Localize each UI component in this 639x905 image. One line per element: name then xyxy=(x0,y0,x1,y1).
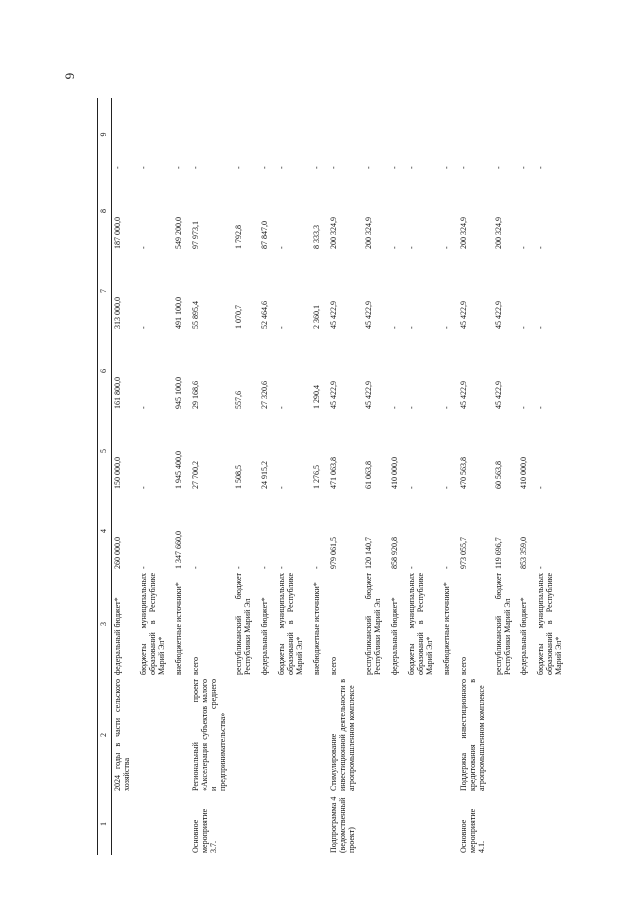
table-cell-col-6: 161 800,0 xyxy=(112,377,122,409)
table-cell-col-1 xyxy=(259,793,276,855)
table-cell-col-8: - xyxy=(441,246,451,249)
table-cell-col-8: 200 324,9 xyxy=(364,217,374,249)
table-cell-col-8: 549 200,0 xyxy=(173,217,183,249)
table-cell-col-1 xyxy=(111,793,137,855)
table-cell-col-7: - xyxy=(138,326,148,329)
table-cell-col-9: - xyxy=(519,166,529,169)
table-cell-col-4: 119 696,7 xyxy=(493,537,503,569)
table-cell-col-4: 260 000,0 xyxy=(112,537,122,569)
table-cell-col-1 xyxy=(233,793,259,855)
table-cell-col-4: - xyxy=(536,566,546,569)
table-cell-col-9: - xyxy=(406,166,416,169)
table-row xyxy=(493,98,519,855)
column-header-2: 2 xyxy=(98,677,112,793)
table-cell-col-2: Региональный проект «Акселерация субъектов малого и среднего предпринимательства» xyxy=(190,679,227,791)
table-cell-col-3: федеральный бюджет* xyxy=(389,597,399,675)
table-cell-col-3: бюджеты муниципальных образований в Республике Марий Эл* xyxy=(406,573,434,675)
table-cell-col-7: 52 464,6 xyxy=(260,301,270,329)
table-row xyxy=(311,98,328,855)
table-cell-col-6: 45 422,9 xyxy=(364,381,374,409)
column-header-9: 9 xyxy=(98,98,112,171)
table-cell-col-3: бюджеты муниципальных образований в Республике Марий Эл* xyxy=(138,573,166,675)
table-row xyxy=(111,98,137,855)
table-cell-col-4: - xyxy=(138,566,148,569)
table-cell-col-1: Основное мероприятие 3.7. xyxy=(190,808,218,853)
table-cell-col-4: 853 359,0 xyxy=(519,537,529,569)
table-cell-col-3: бюджеты муниципальных образований в Республике Марий Эл* xyxy=(277,573,305,675)
table-cell-col-5: 470 563,8 xyxy=(458,457,468,489)
table-cell-col-4: - xyxy=(441,566,451,569)
table-cell-col-3: бюджеты муниципальных образований в Республике Марий Эл* xyxy=(536,573,564,675)
column-header-1: 1 xyxy=(98,793,112,855)
budget-table-container xyxy=(97,98,564,855)
table-cell-col-5: - xyxy=(536,486,546,489)
table-cell-col-5: 1 276,5 xyxy=(312,465,322,489)
table-cell-col-5: 1 945 400,0 xyxy=(173,451,183,489)
table-cell-col-9: - xyxy=(389,166,399,169)
table-row xyxy=(363,98,389,855)
table-cell-col-7: - xyxy=(406,326,416,329)
table-cell-col-2 xyxy=(311,677,328,793)
table-cell-col-2 xyxy=(493,677,519,793)
table-row xyxy=(535,98,570,855)
table-cell-col-5: 1 508,5 xyxy=(234,465,244,489)
column-header-4: 4 xyxy=(98,491,112,571)
table-cell-col-6: - xyxy=(519,406,529,409)
table-cell-col-6: - xyxy=(138,406,148,409)
table-cell-col-4: 979 061,5 xyxy=(329,537,339,569)
table-cell-col-3: федеральный бюджет* xyxy=(260,597,270,675)
table-cell-col-5: - xyxy=(406,486,416,489)
table-cell-col-2 xyxy=(138,677,173,793)
table-row xyxy=(518,98,535,855)
table-cell-col-8: - xyxy=(519,246,529,249)
table-cell-col-2 xyxy=(535,677,570,793)
table-cell-col-5: 410 000,0 xyxy=(389,457,399,489)
table-cell-col-1 xyxy=(441,793,458,855)
table-cell-col-9: - xyxy=(112,166,122,169)
table-cell-col-7: 45 422,9 xyxy=(458,301,468,329)
column-header-3: 3 xyxy=(98,571,112,677)
table-cell-col-7: - xyxy=(536,326,546,329)
table-cell-col-4: - xyxy=(260,566,270,569)
column-header-6: 6 xyxy=(98,331,112,411)
table-cell-col-3: федеральный бюджет* xyxy=(519,597,529,675)
table-cell-col-1: Подпрограмма 4 (ведомственный проект) xyxy=(329,796,357,853)
table-cell-col-3: внебюджетные источники* xyxy=(312,582,322,675)
table-cell-col-8: - xyxy=(277,246,287,249)
table-cell-col-5: 60 563,8 xyxy=(493,461,503,489)
table-cell-col-2: Поддержка инвестиционного кредитования в агропромышленном комплексе xyxy=(458,679,486,791)
table-row xyxy=(458,98,493,855)
table-cell-col-7: 491 100,0 xyxy=(173,297,183,329)
table-cell-col-6: 1 290,4 xyxy=(312,385,322,409)
table-cell-col-4: 120 140,7 xyxy=(364,537,374,569)
table-row xyxy=(441,98,458,855)
table-cell-col-2 xyxy=(233,677,259,793)
table-cell-col-7: 313 000,0 xyxy=(112,297,122,329)
table-cell-col-7: 55 895,4 xyxy=(190,301,200,329)
table-cell-col-9: - xyxy=(312,166,322,169)
table-cell-col-1 xyxy=(493,793,519,855)
table-cell-col-8: - xyxy=(536,246,546,249)
table-cell-col-1 xyxy=(173,793,190,855)
table-cell-col-2 xyxy=(518,677,535,793)
table-cell-col-1 xyxy=(311,793,328,855)
table-cell-col-7: 1 070,7 xyxy=(234,305,244,329)
table-row xyxy=(259,98,276,855)
table-cell-col-2 xyxy=(363,677,389,793)
table-cell-col-9: - xyxy=(138,166,148,169)
budget-table xyxy=(97,98,570,855)
table-cell-col-8: - xyxy=(406,246,416,249)
table-cell-col-2 xyxy=(406,677,441,793)
table-cell-col-5: 61 063,8 xyxy=(364,461,374,489)
table-cell-col-1: Основное мероприятие 4.1. xyxy=(458,808,486,853)
table-cell-col-6: - xyxy=(441,406,451,409)
table-row xyxy=(276,98,311,855)
table-cell-col-5: 24 915,2 xyxy=(260,461,270,489)
table-row xyxy=(138,98,173,855)
table-cell-col-2 xyxy=(389,677,406,793)
table-cell-col-1 xyxy=(138,793,173,855)
table-cell-col-5: - xyxy=(441,486,451,489)
table-cell-col-8: 187 000,0 xyxy=(112,217,122,249)
table-cell-col-7: - xyxy=(519,326,529,329)
table-cell-col-8: - xyxy=(389,246,399,249)
table-cell-col-1 xyxy=(389,793,406,855)
table-cell-col-6: - xyxy=(277,406,287,409)
table-row xyxy=(233,98,259,855)
table-cell-col-9: - xyxy=(234,166,244,169)
table-cell-col-5: - xyxy=(138,486,148,489)
table-cell-col-9: - xyxy=(493,166,503,169)
table-cell-col-2 xyxy=(441,677,458,793)
table-cell-col-1 xyxy=(518,793,535,855)
table-cell-col-4: - xyxy=(234,566,244,569)
table-cell-col-7: - xyxy=(277,326,287,329)
table-cell-col-9: - xyxy=(441,166,451,169)
table-cell-col-6: - xyxy=(389,406,399,409)
table-cell-col-3: федеральный бюджет* xyxy=(112,597,122,675)
table-cell-col-3: внебюджетные источники* xyxy=(441,582,451,675)
table-header-row xyxy=(98,98,112,855)
table-cell-col-5: 471 063,8 xyxy=(329,457,339,489)
table-cell-col-3: внебюджетные источники* xyxy=(173,582,183,675)
table-cell-col-9: - xyxy=(277,166,287,169)
table-cell-col-9: - xyxy=(190,166,200,169)
table-cell-col-1 xyxy=(406,793,441,855)
table-cell-col-3: республиканский бюджет Республики Марий Эл xyxy=(234,573,253,675)
table-cell-col-4: 858 920,8 xyxy=(389,537,399,569)
table-cell-col-2 xyxy=(259,677,276,793)
table-cell-col-7: 45 422,9 xyxy=(329,301,339,329)
table-cell-col-3: республиканский бюджет Республики Марий Эл xyxy=(493,573,512,675)
table-cell-col-3: всего xyxy=(329,656,339,675)
table-cell-col-6: 557,6 xyxy=(234,391,244,409)
table-row xyxy=(190,98,234,855)
table-body xyxy=(111,98,570,855)
table-cell-col-6: 45 422,9 xyxy=(458,381,468,409)
table-cell-col-9: - xyxy=(364,166,374,169)
table-cell-col-5: 410 000,0 xyxy=(519,457,529,489)
table-cell-col-9: - xyxy=(458,166,468,169)
table-cell-col-3: всего xyxy=(458,656,468,675)
table-cell-col-4: - xyxy=(277,566,287,569)
table-cell-col-1 xyxy=(535,793,570,855)
table-cell-col-2 xyxy=(173,677,190,793)
table-cell-col-6: 27 320,6 xyxy=(260,381,270,409)
table-cell-col-3: всего xyxy=(190,656,200,675)
column-header-8: 8 xyxy=(98,171,112,251)
table-cell-col-8: 1 792,8 xyxy=(234,225,244,249)
table-cell-col-4: 973 055,7 xyxy=(458,537,468,569)
table-cell-col-6: 45 422,9 xyxy=(329,381,339,409)
table-row xyxy=(389,98,406,855)
table-cell-col-5: 150 000,0 xyxy=(112,457,122,489)
table-cell-col-9: - xyxy=(260,166,270,169)
table-cell-col-8: 8 333,3 xyxy=(312,225,322,249)
column-header-5: 5 xyxy=(98,411,112,491)
table-row xyxy=(173,98,190,855)
table-cell-col-9: - xyxy=(173,166,183,169)
table-cell-col-2: Стимулирование инвестиционной деятельности в агропромышленном комплексе xyxy=(329,679,357,791)
table-cell-col-6: - xyxy=(406,406,416,409)
table-cell-col-5: 27 700,2 xyxy=(190,461,200,489)
table-cell-col-3: республиканский бюджет Республики Марий Эл xyxy=(364,573,382,675)
table-cell-col-7: - xyxy=(441,326,451,329)
table-row xyxy=(406,98,441,855)
column-header-7: 7 xyxy=(98,251,112,331)
table-cell-col-8: 200 324,9 xyxy=(493,217,503,249)
table-cell-col-6: 945 100,0 xyxy=(173,377,183,409)
table-cell-col-7: 2 360,1 xyxy=(312,305,322,329)
table-cell-col-9: - xyxy=(536,166,546,169)
table-cell-col-4: - xyxy=(190,566,200,569)
table-cell-col-7: 45 422,9 xyxy=(364,301,374,329)
table-cell-col-4: 1 347 660,0 xyxy=(173,531,183,569)
table-cell-col-1 xyxy=(276,793,311,855)
table-cell-col-1 xyxy=(363,793,389,855)
table-cell-col-8: 200 324,9 xyxy=(329,217,339,249)
table-cell-col-2: 2024 годы в части сельского хозяйства xyxy=(112,679,131,791)
table-cell-col-6: - xyxy=(536,406,546,409)
table-cell-col-8: 87 847,0 xyxy=(260,221,270,249)
table-cell-col-6: 45 422,9 xyxy=(493,381,503,409)
table-cell-col-8: - xyxy=(138,246,148,249)
table-cell-col-8: 97 973,1 xyxy=(190,221,200,249)
table-cell-col-4: - xyxy=(312,566,322,569)
page-number: 6 xyxy=(62,72,78,80)
table-cell-col-5: - xyxy=(277,486,287,489)
table-cell-col-7: 45 422,9 xyxy=(493,301,503,329)
table-cell-col-7: - xyxy=(389,326,399,329)
table-row xyxy=(328,98,363,855)
table-cell-col-8: 200 324,9 xyxy=(458,217,468,249)
table-cell-col-4: - xyxy=(406,566,416,569)
table-cell-col-9: - xyxy=(329,166,339,169)
table-cell-col-6: 29 168,6 xyxy=(190,381,200,409)
table-cell-col-2 xyxy=(276,677,311,793)
